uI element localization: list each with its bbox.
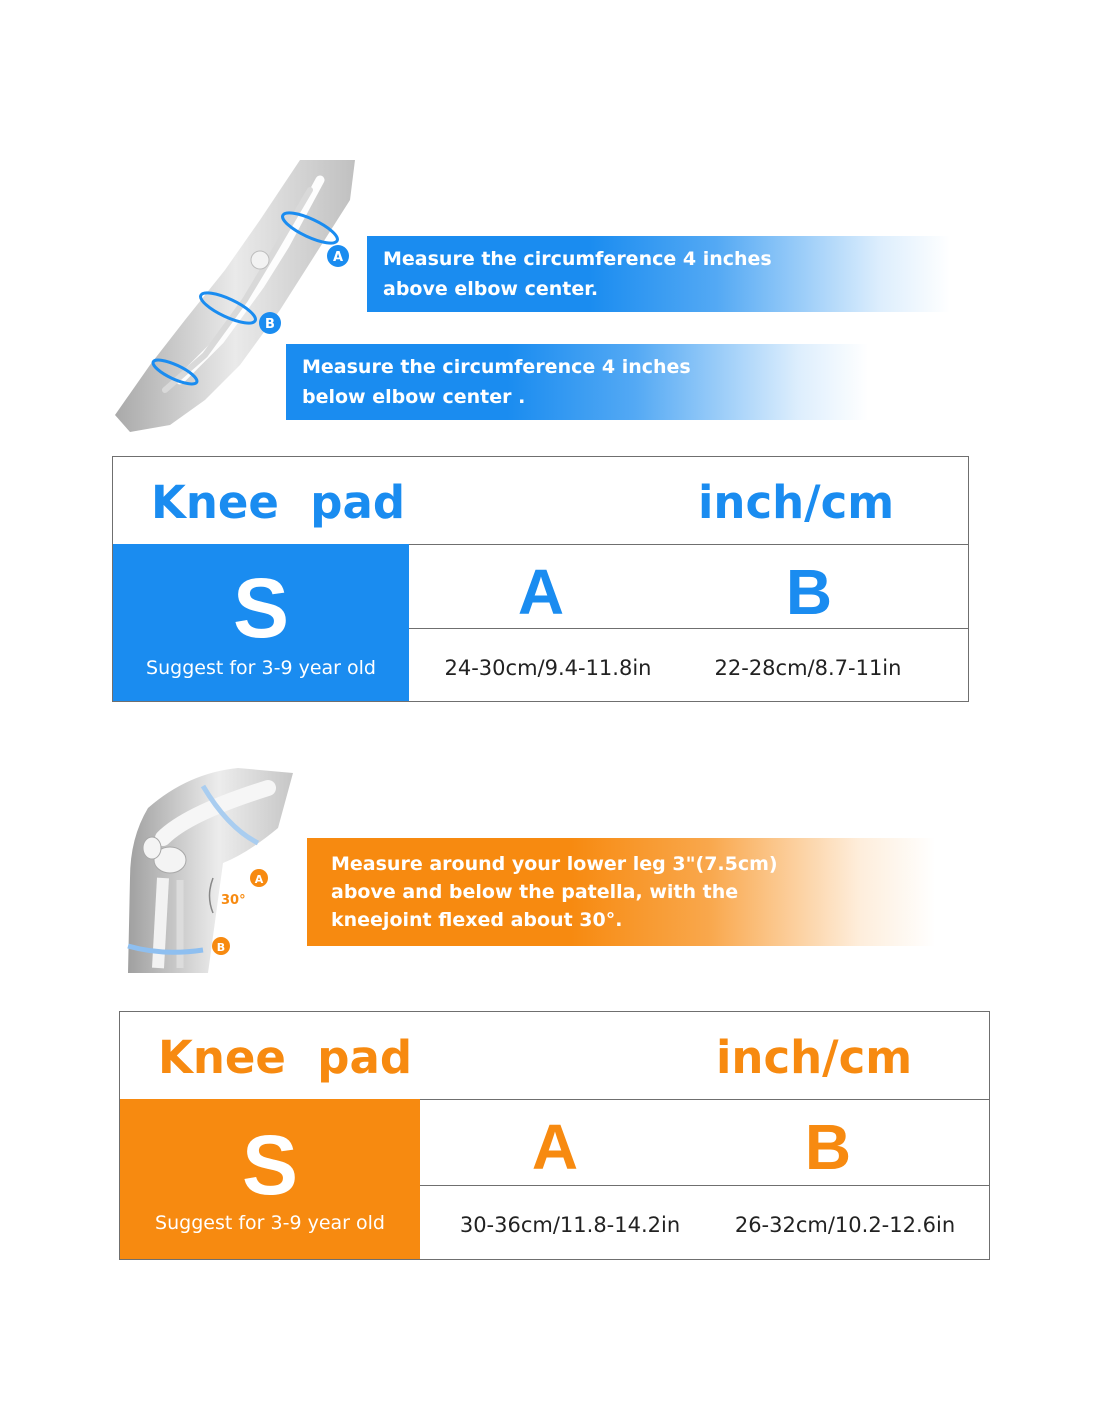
age-note: Suggest for 3-9 year old xyxy=(146,657,376,679)
value-b: 22-28cm/8.7-11in xyxy=(714,656,902,680)
angle-label: 30° xyxy=(221,893,246,908)
value-a: 30-36cm/11.8-14.2in xyxy=(459,1213,681,1237)
svg-text:B: B xyxy=(265,317,275,332)
banner-below-elbow-line2: below elbow center . xyxy=(302,386,526,408)
value-b: 26-32cm/10.2-12.6in xyxy=(734,1213,956,1237)
table-unit: inch/cm xyxy=(716,1031,913,1084)
banner-below-elbow-line1: Measure the circumference 4 inches xyxy=(302,356,691,378)
banner-knee-line3: kneejoint flexed about 30°. xyxy=(331,909,623,931)
table-unit: inch/cm xyxy=(698,476,895,529)
row-divider xyxy=(409,628,968,629)
table-title: Knee pad xyxy=(151,476,406,529)
svg-text:A: A xyxy=(332,250,344,265)
banner-knee-line1: Measure around your lower leg 3"(7.5cm) xyxy=(331,853,778,875)
svg-text:A: A xyxy=(254,873,264,886)
marker-b xyxy=(212,937,230,955)
row-divider xyxy=(420,1185,989,1186)
marker-b xyxy=(259,312,281,334)
table-header xyxy=(113,457,968,545)
banner-above-elbow-line2: above elbow center. xyxy=(383,278,599,300)
size-cell xyxy=(120,1099,420,1259)
svg-text:B: B xyxy=(216,941,226,954)
marker-a xyxy=(250,869,268,887)
age-note: Suggest for 3-9 year old xyxy=(155,1212,385,1234)
size-table-orange xyxy=(119,1011,990,1260)
banner-knee-line2: above and below the patella, with the xyxy=(331,881,739,903)
column-a-header: A xyxy=(531,1111,579,1183)
banner-above-elbow-line1: Measure the circumference 4 inches xyxy=(383,248,772,270)
size-label: S xyxy=(241,1118,299,1212)
size-label: S xyxy=(232,561,290,655)
column-a-header: A xyxy=(517,556,565,628)
knee-illustration xyxy=(118,768,308,978)
size-table-blue xyxy=(112,456,969,702)
column-b-header: B xyxy=(785,556,833,628)
banner-below-elbow xyxy=(286,344,868,420)
column-b-header: B xyxy=(804,1111,852,1183)
size-cell xyxy=(113,544,409,701)
banner-above-elbow xyxy=(367,236,950,312)
table-title: Knee pad xyxy=(158,1031,413,1084)
banner-knee-measure xyxy=(307,838,935,946)
value-a: 24-30cm/9.4-11.8in xyxy=(444,656,652,680)
table-header xyxy=(120,1012,989,1100)
marker-a xyxy=(327,245,349,267)
